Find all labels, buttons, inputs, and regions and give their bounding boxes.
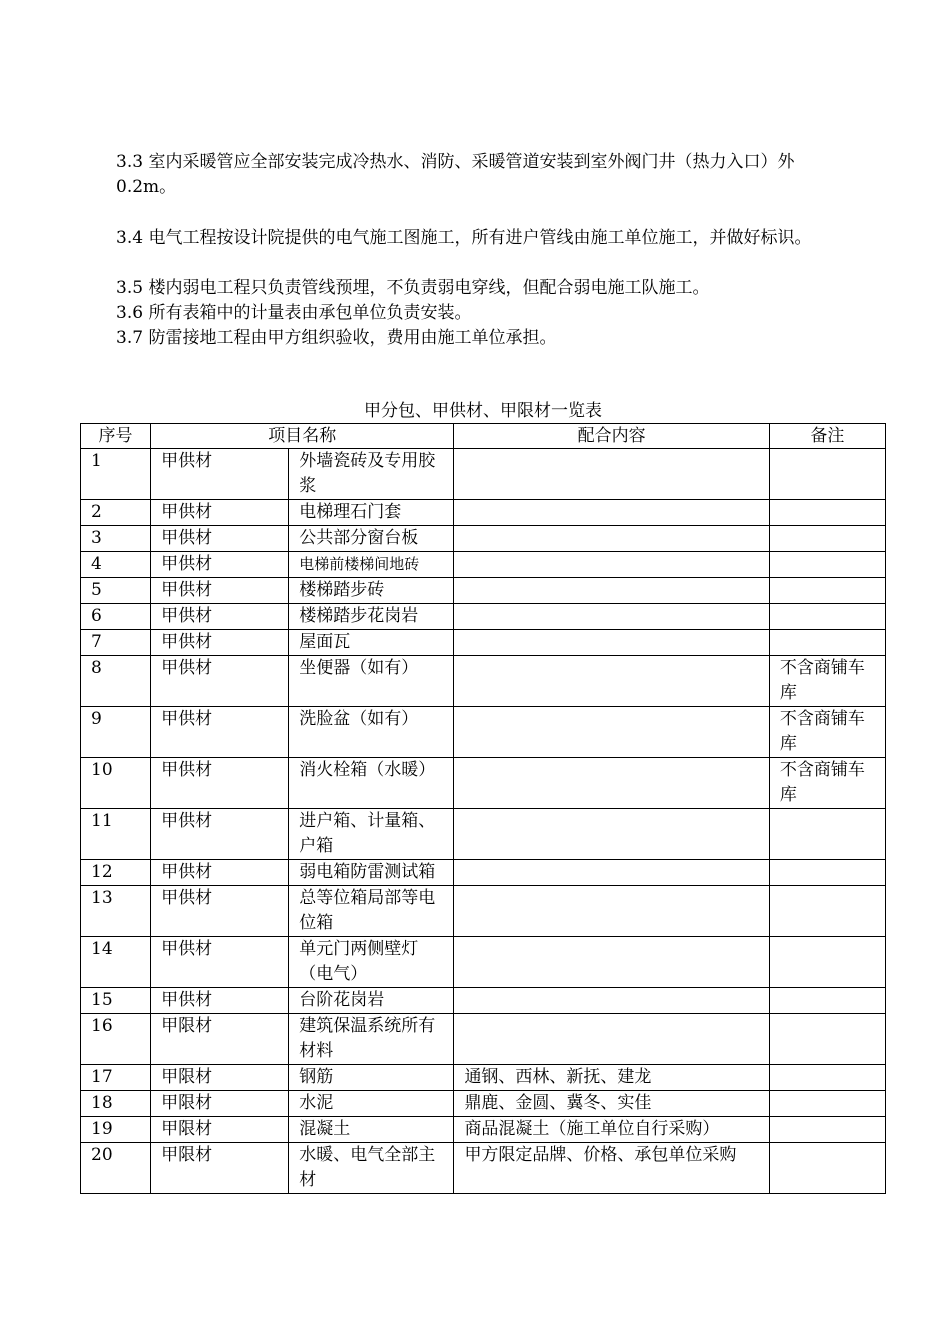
table-row [81,988,886,1014]
table-row [81,886,886,937]
cell-name: 电梯理石门套 [289,500,454,526]
cell-name: 水泥 [289,1091,454,1117]
cell-no: 17 [81,1065,151,1091]
cell-name: 消火栓箱（水暖） [289,758,454,809]
cell-content [454,552,769,578]
paragraph-3-6: 3.6 所有表箱中的计量表由承包单位负责安装。 [116,303,472,323]
cell-content [454,656,769,707]
cell-type: 甲供材 [151,988,289,1014]
cell-type: 甲供材 [151,578,289,604]
cell-no: 3 [81,526,151,552]
cell-note [769,937,885,988]
cell-type: 甲供材 [151,449,289,500]
cell-no: 18 [81,1091,151,1117]
header-note: 备注 [769,424,885,449]
header-content: 配合内容 [454,424,769,449]
cell-content [454,860,769,886]
cell-note [769,1065,885,1091]
cell-name: 电梯前楼梯间地砖 [289,552,454,578]
paragraph-3-7: 3.7 防雷接地工程由甲方组织验收，费用由施工单位承担。 [116,328,557,348]
cell-note: 不含商铺车库 [769,758,885,809]
cell-note [769,449,885,500]
cell-type: 甲供材 [151,937,289,988]
cell-content [454,604,769,630]
header-no: 序号 [81,424,151,449]
cell-type: 甲供材 [151,886,289,937]
cell-no: 20 [81,1143,151,1194]
table-row [81,630,886,656]
cell-name: 混凝土 [289,1117,454,1143]
cell-name: 弱电箱防雷测试箱 [289,860,454,886]
cell-content: 商品混凝土（施工单位自行采购） [454,1117,769,1143]
cell-name: 建筑保温系统所有材料 [289,1014,454,1065]
cell-no: 9 [81,707,151,758]
cell-note: 不含商铺车库 [769,707,885,758]
cell-no: 10 [81,758,151,809]
table-row [81,552,886,578]
table-row [81,1091,886,1117]
cell-type: 甲供材 [151,707,289,758]
cell-content: 通钢、西林、新抚、建龙 [454,1065,769,1091]
cell-no: 11 [81,809,151,860]
cell-name: 台阶花岗岩 [289,988,454,1014]
cell-no: 2 [81,500,151,526]
paragraph-3-5: 3.5 楼内弱电工程只负责管线预埋，不负责弱电穿线，但配合弱电施工队施工。 [116,278,710,298]
cell-content [454,449,769,500]
table-row [81,809,886,860]
cell-name: 进户箱、计量箱、户箱 [289,809,454,860]
cell-content [454,707,769,758]
table-row [81,1065,886,1091]
table-row [81,707,886,758]
cell-content [454,886,769,937]
cell-type: 甲限材 [151,1117,289,1143]
cell-content [454,630,769,656]
cell-name: 单元门两侧壁灯（电气） [289,937,454,988]
cell-name: 外墙瓷砖及专用胶浆 [289,449,454,500]
cell-note [769,1143,885,1194]
paragraph-3-4: 3.4 电气工程按设计院提供的电气施工图施工，所有进户管线由施工单位施工，并做好标识。 [116,228,812,248]
cell-content [454,1014,769,1065]
cell-note [769,630,885,656]
cell-name: 总等位箱局部等电位箱 [289,886,454,937]
cell-name: 水暖、电气全部主材 [289,1143,454,1194]
cell-type: 甲限材 [151,1091,289,1117]
cell-note [769,578,885,604]
table-row [81,860,886,886]
cell-no: 8 [81,656,151,707]
cell-name: 公共部分窗台板 [289,526,454,552]
cell-type: 甲供材 [151,552,289,578]
table-title: 甲分包、甲供材、甲限材一览表 [364,401,602,421]
cell-no: 5 [81,578,151,604]
cell-name: 洗脸盆（如有） [289,707,454,758]
cell-note [769,500,885,526]
cell-no: 4 [81,552,151,578]
cell-type: 甲供材 [151,526,289,552]
cell-note [769,1014,885,1065]
cell-no: 19 [81,1117,151,1143]
cell-note [769,552,885,578]
cell-no: 7 [81,630,151,656]
paragraph-3-3: 3.3 室内采暖管应全部安装完成冷热水、消防、采暖管道安装到室外阀门井（热力入口）外0.2m。 [116,152,795,197]
cell-content [454,500,769,526]
cell-content [454,526,769,552]
cell-name: 屋面瓦 [289,630,454,656]
table-row [81,500,886,526]
cell-note [769,1117,885,1143]
cell-name: 楼梯踏步花岗岩 [289,604,454,630]
table-row [81,758,886,809]
cell-note [769,1091,885,1117]
table-row [81,937,886,988]
table-row [81,1143,886,1194]
cell-note [769,860,885,886]
cell-type: 甲限材 [151,1143,289,1194]
table-row [81,449,886,500]
cell-name: 楼梯踏步砖 [289,578,454,604]
cell-type: 甲供材 [151,630,289,656]
cell-type: 甲限材 [151,1065,289,1091]
cell-note [769,988,885,1014]
cell-note [769,526,885,552]
cell-no: 15 [81,988,151,1014]
cell-note [769,809,885,860]
cell-name: 钢筋 [289,1065,454,1091]
cell-name: 坐便器（如有） [289,656,454,707]
cell-content [454,578,769,604]
cell-type: 甲供材 [151,604,289,630]
cell-note [769,604,885,630]
cell-type: 甲供材 [151,860,289,886]
cell-content [454,937,769,988]
cell-content [454,758,769,809]
cell-type: 甲供材 [151,500,289,526]
cell-no: 12 [81,860,151,886]
header-item: 项目名称 [151,424,454,449]
table-body [81,449,886,1194]
cell-note: 不含商铺车库 [769,656,885,707]
cell-no: 14 [81,937,151,988]
cell-no: 16 [81,1014,151,1065]
table-row [81,526,886,552]
cell-no: 13 [81,886,151,937]
cell-type: 甲供材 [151,809,289,860]
cell-no: 6 [81,604,151,630]
cell-content: 鼎鹿、金圆、冀冬、实佳 [454,1091,769,1117]
cell-type: 甲限材 [151,1014,289,1065]
table-row [81,656,886,707]
cell-type: 甲供材 [151,758,289,809]
table-header-row [81,424,886,449]
cell-content [454,809,769,860]
table-row [81,604,886,630]
cell-note [769,886,885,937]
cell-no: 1 [81,449,151,500]
cell-content [454,988,769,1014]
supply-table [80,423,886,1194]
table-row [81,578,886,604]
table-row [81,1014,886,1065]
cell-content: 甲方限定品牌、价格、承包单位采购 [454,1143,769,1194]
table-row [81,1117,886,1143]
cell-type: 甲供材 [151,656,289,707]
